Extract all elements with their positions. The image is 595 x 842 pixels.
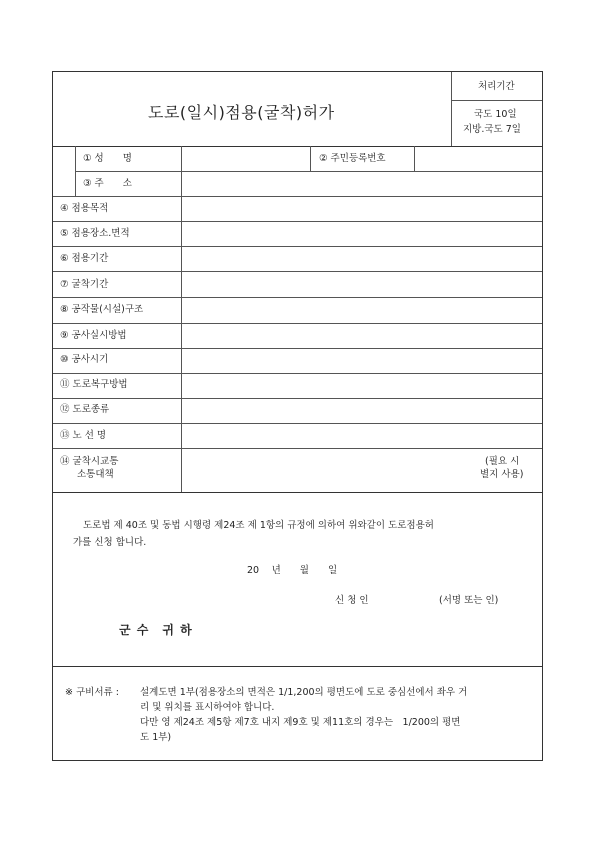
row-traffic-label-line2: 소통대책 bbox=[77, 469, 114, 480]
row-purpose-field[interactable] bbox=[182, 197, 541, 220]
rrn-field[interactable] bbox=[415, 147, 541, 170]
application-form bbox=[52, 71, 543, 761]
signature-label: (서명 또는 인) bbox=[439, 595, 499, 606]
name-field[interactable] bbox=[182, 147, 309, 170]
row-restoration-field[interactable] bbox=[182, 374, 541, 397]
rrn-label-left-border bbox=[310, 146, 311, 171]
row-structure-field[interactable] bbox=[182, 298, 541, 322]
address-label: ③ 주 소 bbox=[83, 178, 132, 189]
docs-label: ※ 구비서류 : bbox=[65, 687, 119, 698]
processing-local: 지방.국도 7일 bbox=[463, 124, 521, 135]
row-road-type-field[interactable] bbox=[182, 399, 541, 422]
row-location-label: ⑤ 점용장소.면적 bbox=[60, 228, 130, 239]
row-construction-method-label: ⑨ 공사실시방법 bbox=[60, 330, 127, 341]
row-excavation-period-label: ⑦ 굴착기간 bbox=[60, 279, 109, 290]
processing-divider bbox=[451, 100, 542, 101]
processing-label: 처리기간 bbox=[478, 81, 515, 92]
row-purpose-label: ④ 점용목적 bbox=[60, 203, 109, 214]
row-road-type-label: ⑫ 도로종류 bbox=[60, 404, 110, 415]
row-restoration-label: ⑪ 도로복구방법 bbox=[60, 379, 128, 390]
docs-line1: 설계도면 1부(점용장소의 면적은 1/1,200의 평면도에 도로 중심선에서 좌우 거 bbox=[140, 687, 468, 698]
row-construction-time-field[interactable] bbox=[182, 349, 541, 372]
row-construction-time-label: ⑩ 공사시기 bbox=[60, 354, 109, 365]
applicant-label: 신 청 인 bbox=[335, 595, 369, 606]
docs-line3: 다만 영 제24조 제5항 제7호 내지 제9호 및 제11호의 경우는 1/200의 평면 bbox=[140, 717, 461, 728]
application-date: 20 년 월 일 bbox=[247, 565, 338, 576]
row-excavation-period-field[interactable] bbox=[182, 272, 541, 296]
processing-national: 국도 10일 bbox=[474, 109, 517, 120]
row-traffic-label-line1: ⑭ 굴착시교통 bbox=[60, 456, 119, 467]
docs-line4: 도 1부) bbox=[140, 732, 172, 743]
row-location-field[interactable] bbox=[182, 222, 541, 245]
row-period-field[interactable] bbox=[182, 247, 541, 270]
form-title: 도로(일시)점용(굴착)허가 bbox=[148, 103, 335, 122]
statement-line2: 가를 신청 합니다. bbox=[73, 537, 147, 548]
row-route-name-field[interactable] bbox=[182, 424, 541, 447]
row-construction-method-field[interactable] bbox=[182, 324, 541, 347]
addressee: 군 수 귀 하 bbox=[119, 623, 193, 637]
row-traffic-note-line2: 별지 사용) bbox=[480, 469, 524, 480]
name-label: ① 성 명 bbox=[83, 153, 132, 164]
row-traffic-note-line1: (필요 시 bbox=[485, 456, 520, 467]
address-field[interactable] bbox=[182, 172, 541, 195]
statement-bottom-line bbox=[53, 666, 542, 667]
rrn-label: ② 주민등록번호 bbox=[319, 153, 386, 164]
rows-bottom-line bbox=[53, 492, 542, 493]
header-divider bbox=[451, 72, 452, 146]
row-structure-label: ⑧ 공작물(시설)구조 bbox=[60, 304, 144, 315]
docs-line2: 리 및 위치를 표시하여야 합니다. bbox=[140, 702, 275, 713]
row-route-name-label: ⑬ 노 선 명 bbox=[60, 430, 107, 441]
row-period-label: ⑥ 점용기간 bbox=[60, 253, 109, 264]
statement-line1: 도로법 제 40조 및 동법 시행령 제24조 제 1항의 규정에 의하여 위와같이 도로점용허 bbox=[83, 520, 434, 531]
